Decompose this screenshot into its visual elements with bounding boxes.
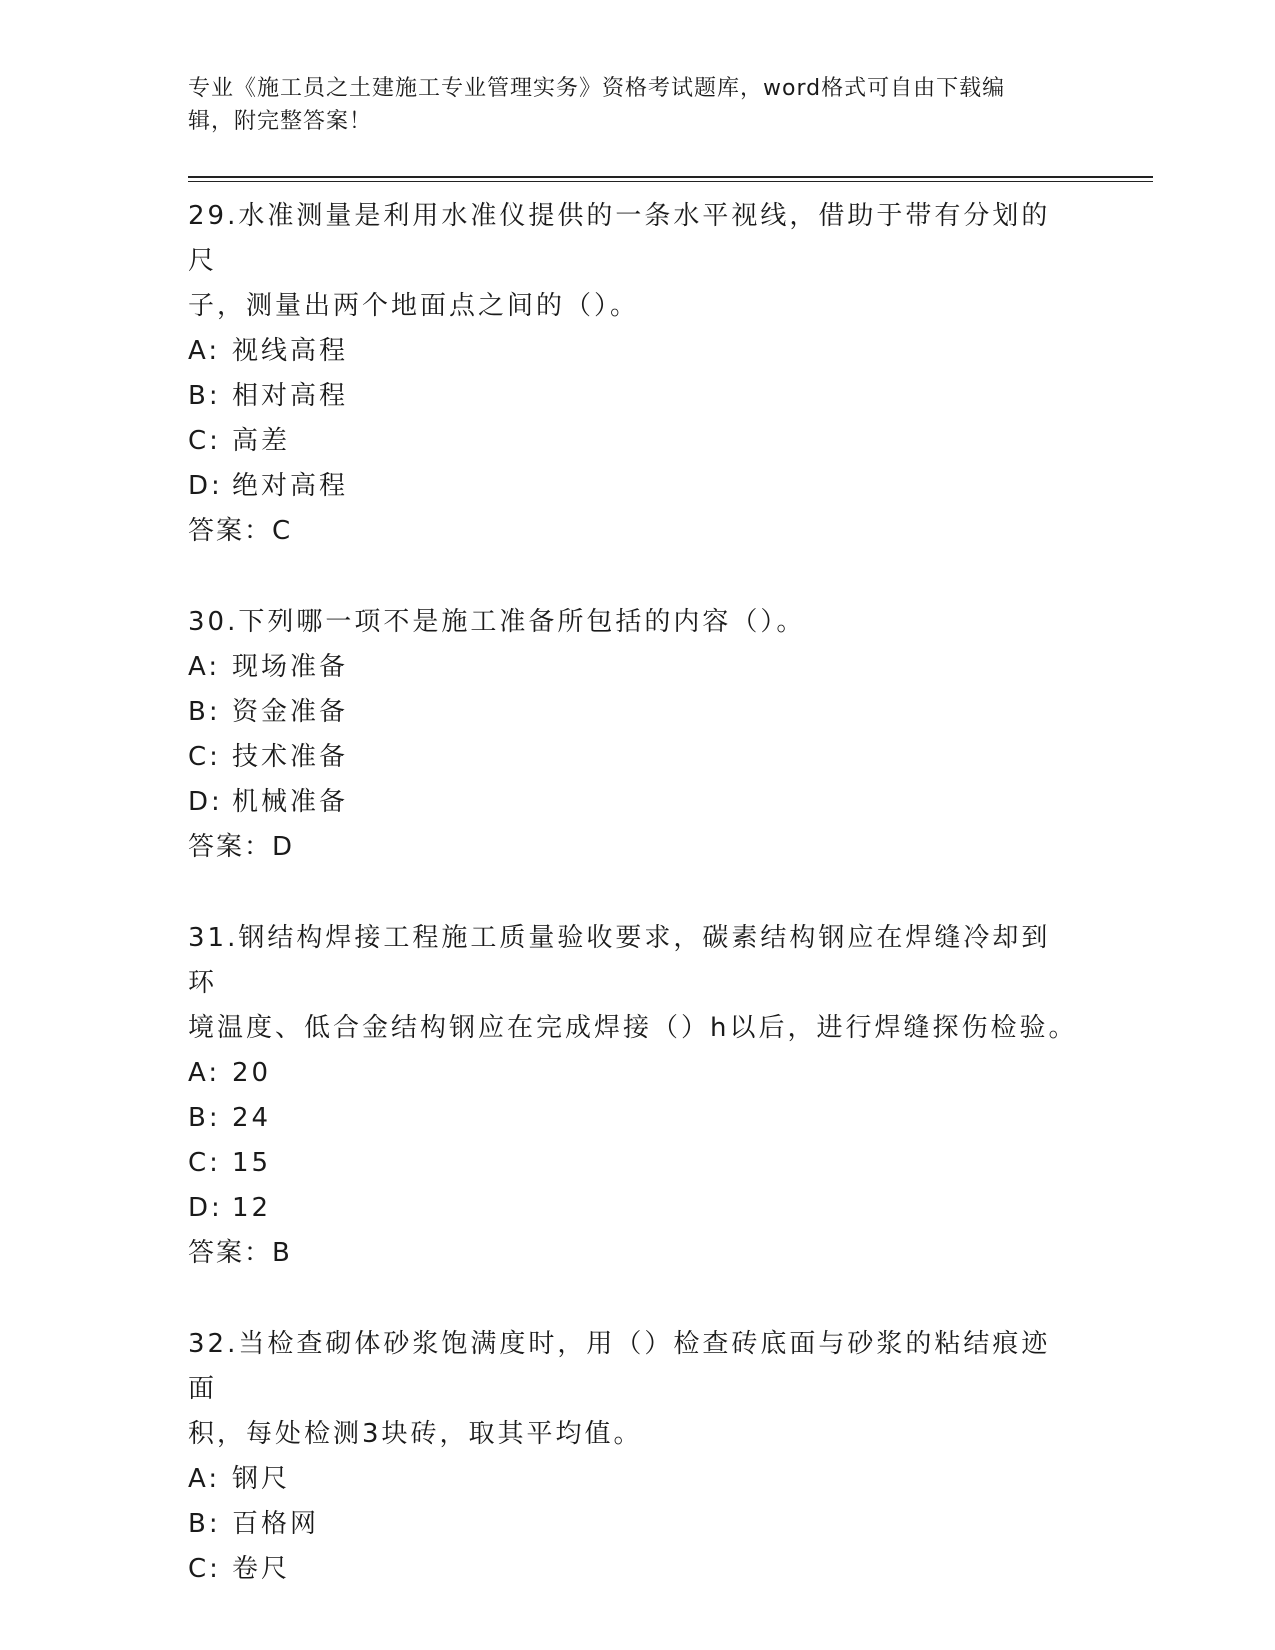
question-stem-line-1: 31.钢结构焊接工程施工质量验收要求，碳素结构钢应在焊缝冷却到环 <box>188 923 1051 998</box>
option-key: A: <box>188 1464 221 1494</box>
option-c <box>188 419 1153 464</box>
document-page <box>188 72 1153 1638</box>
answer-value: D <box>272 832 293 862</box>
option-a <box>188 329 1153 374</box>
option-a <box>188 645 1153 690</box>
option-text: 机械准备 <box>232 787 349 817</box>
answer-value: B <box>272 1238 290 1268</box>
answer <box>188 825 1153 870</box>
question-30 <box>188 600 1153 870</box>
option-key: C: <box>188 1554 221 1584</box>
option-text: 12 <box>232 1193 272 1223</box>
option-a <box>188 1051 1153 1096</box>
option-text: 现场准备 <box>232 652 349 682</box>
option-text: 技术准备 <box>232 742 349 772</box>
option-key: B: <box>188 381 221 411</box>
option-text: 高差 <box>232 426 291 456</box>
option-c <box>188 1547 1153 1592</box>
question-stem-line-2: 积，每处检测3块砖，取其平均值。 <box>188 1419 643 1449</box>
option-text: 百格网 <box>232 1509 320 1539</box>
option-text: 相对高程 <box>232 381 349 411</box>
document-header <box>188 72 1153 138</box>
option-key: B: <box>188 1509 221 1539</box>
option-text: 钢尺 <box>232 1464 291 1494</box>
answer-value: C <box>272 516 291 546</box>
answer-label: 答案： <box>188 832 273 862</box>
option-key: C: <box>188 742 221 772</box>
question-stem-line-2: 子，测量出两个地面点之间的（）。 <box>188 291 640 321</box>
option-text: 卷尺 <box>232 1554 291 1584</box>
header-divider <box>188 176 1153 182</box>
answer <box>188 1231 1153 1276</box>
option-text: 视线高程 <box>232 336 349 366</box>
option-b <box>188 374 1153 419</box>
option-key: D: <box>188 787 223 817</box>
option-text: 绝对高程 <box>232 471 349 501</box>
question-stem-line-1: 32.当检查砌体砂浆饱满度时，用（）检查砖底面与砂浆的粘结痕迹面 <box>188 1329 1051 1404</box>
question-stem-line-1: 30.下列哪一项不是施工准备所包括的内容（）。 <box>188 607 806 637</box>
option-d <box>188 780 1153 825</box>
option-key: A: <box>188 336 221 366</box>
option-a <box>188 1457 1153 1502</box>
option-key: D: <box>188 471 223 501</box>
question-29 <box>188 194 1153 554</box>
question-31 <box>188 916 1153 1276</box>
question-stem-line-2: 境温度、低合金结构钢应在完成焊接（）h以后，进行焊缝探伤检验。 <box>188 1013 1078 1043</box>
option-key: B: <box>188 697 221 727</box>
header-line-1: 专业《施工员之土建施工专业管理实务》资格考试题库，word格式可自由下载编 <box>188 76 1006 101</box>
question-list <box>188 194 1153 1592</box>
option-key: B: <box>188 1103 221 1133</box>
header-line-2: 辑，附完整答案！ <box>188 109 373 134</box>
option-key: D: <box>188 1193 223 1223</box>
option-key: A: <box>188 652 221 682</box>
option-d <box>188 1186 1153 1231</box>
option-text: 15 <box>232 1148 272 1178</box>
option-key: C: <box>188 426 221 456</box>
option-c <box>188 735 1153 780</box>
option-c <box>188 1141 1153 1186</box>
answer-label: 答案： <box>188 1238 273 1268</box>
answer-label: 答案： <box>188 516 273 546</box>
question-32 <box>188 1322 1153 1592</box>
option-key: C: <box>188 1148 221 1178</box>
option-text: 资金准备 <box>232 697 349 727</box>
option-key: A: <box>188 1058 221 1088</box>
option-text: 20 <box>232 1058 272 1088</box>
option-b <box>188 1096 1153 1141</box>
answer <box>188 509 1153 554</box>
option-text: 24 <box>232 1103 272 1133</box>
option-b <box>188 1502 1153 1547</box>
option-b <box>188 690 1153 735</box>
option-d <box>188 464 1153 509</box>
question-stem-line-1: 29.水准测量是利用水准仪提供的一条水平视线，借助于带有分划的尺 <box>188 201 1051 276</box>
